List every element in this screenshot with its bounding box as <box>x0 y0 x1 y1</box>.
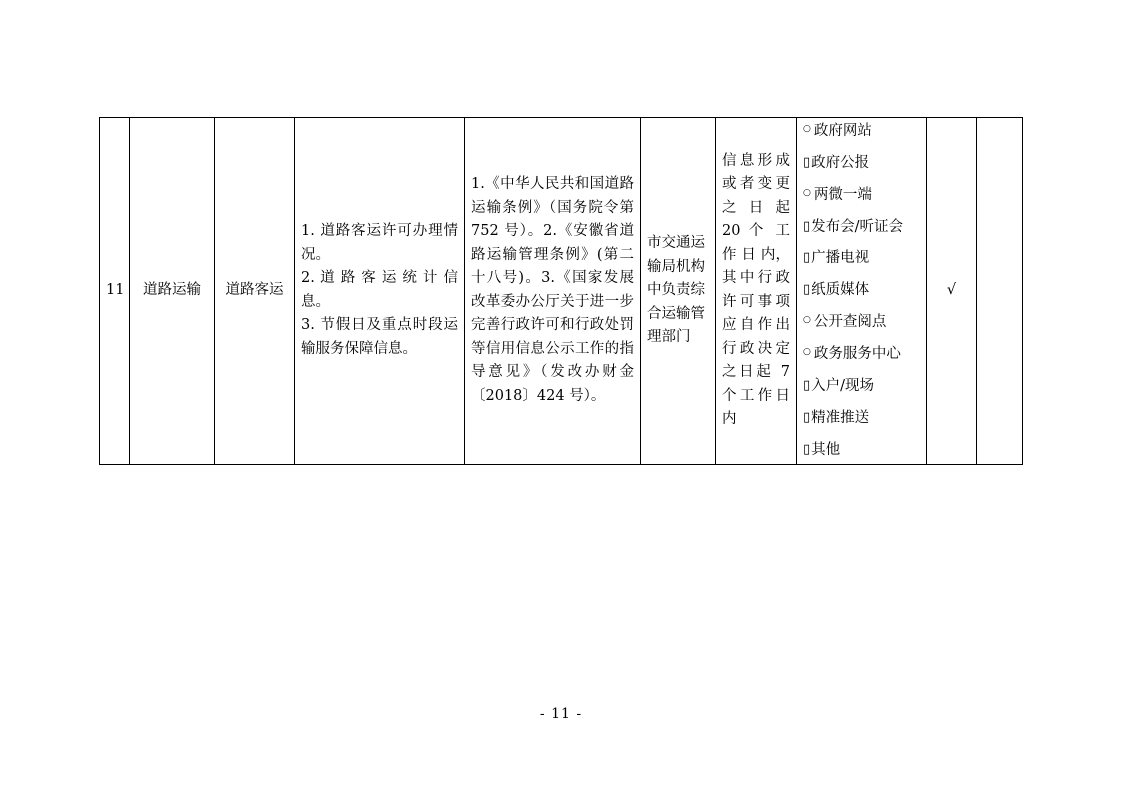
cell-time-limit: 信息形成或者变更之 日 起 20 个 工作 日 内，其中行政许可事项应自作出行政决定之日起 7个工作日内 <box>716 118 797 465</box>
channel-label: 入户/现场 <box>811 377 875 394</box>
cell-category: 道路运输 <box>130 118 215 465</box>
checkbox-icon: ▯ <box>803 441 811 457</box>
cell-organization: 市交通运输局机构中负责综合运输管理部门 <box>641 118 716 465</box>
list-item <box>803 186 920 205</box>
list-item <box>803 249 920 268</box>
channel-label: 政务服务中心 <box>813 346 901 363</box>
circle-marker-icon: ○ <box>803 124 811 134</box>
checkbox-icon: ▯ <box>803 377 811 393</box>
list-item <box>803 281 920 300</box>
list-item <box>803 313 920 332</box>
list-item <box>803 345 920 364</box>
list-item <box>803 218 920 237</box>
circle-marker-icon: ○ <box>803 187 811 198</box>
cell-items <box>295 118 465 465</box>
channel-list <box>803 122 920 460</box>
information-disclosure-table <box>99 117 1023 465</box>
checkbox-icon: ▯ <box>803 154 811 170</box>
channel-label: 纸质媒体 <box>811 282 870 299</box>
channel-label: 两微一端 <box>813 186 872 203</box>
channel-label: 其他 <box>811 441 841 458</box>
page-number: - 11 - <box>539 706 583 722</box>
cell-index: 11 <box>100 118 130 465</box>
item-line-3: 3. 节假日及重点时段运输服务保障信息。 <box>301 317 458 357</box>
list-item <box>803 122 920 141</box>
channel-label: 精准推送 <box>811 409 870 426</box>
table-row <box>100 118 1023 465</box>
list-item <box>803 441 920 460</box>
cell-legal-basis: 1.《中华人民共和国道路运输条例》（国务院令第 752 号）。2.《安徽省道路运输管理条例》(第二十八号)。3.《国家发展改革委办公厅关于进一步完善行政许可和行政处罚等信用信息公示工作的指导意见》（发改办财金〔2018〕424 号）。 <box>465 118 641 465</box>
channel-label: 公开查阅点 <box>813 314 887 331</box>
item-line-1: 1. 道路客运许可办理情况。 <box>301 223 458 263</box>
checkbox-icon: ▯ <box>803 218 811 234</box>
channel-label: 广播电视 <box>811 250 870 267</box>
cell-subcategory: 道路客运 <box>215 118 295 465</box>
cell-check-mark: √ <box>927 118 977 465</box>
channel-label: 政府公报 <box>811 154 870 171</box>
cell-channels <box>797 118 927 465</box>
list-item <box>803 377 920 396</box>
channel-label: 政府网站 <box>813 123 872 139</box>
cell-last-column <box>977 118 1023 465</box>
list-item <box>803 409 920 428</box>
circle-marker-icon: ○ <box>803 315 811 326</box>
list-item <box>803 154 920 173</box>
checkbox-icon: ▯ <box>803 250 811 266</box>
item-line-2: 2. 道 路 客 运 统 计 信息。 <box>301 270 458 310</box>
checkbox-icon: ▯ <box>803 409 811 425</box>
checkbox-icon: ▯ <box>803 282 811 298</box>
circle-marker-icon: ○ <box>803 347 811 358</box>
channel-label: 发布会/听证会 <box>811 218 904 235</box>
